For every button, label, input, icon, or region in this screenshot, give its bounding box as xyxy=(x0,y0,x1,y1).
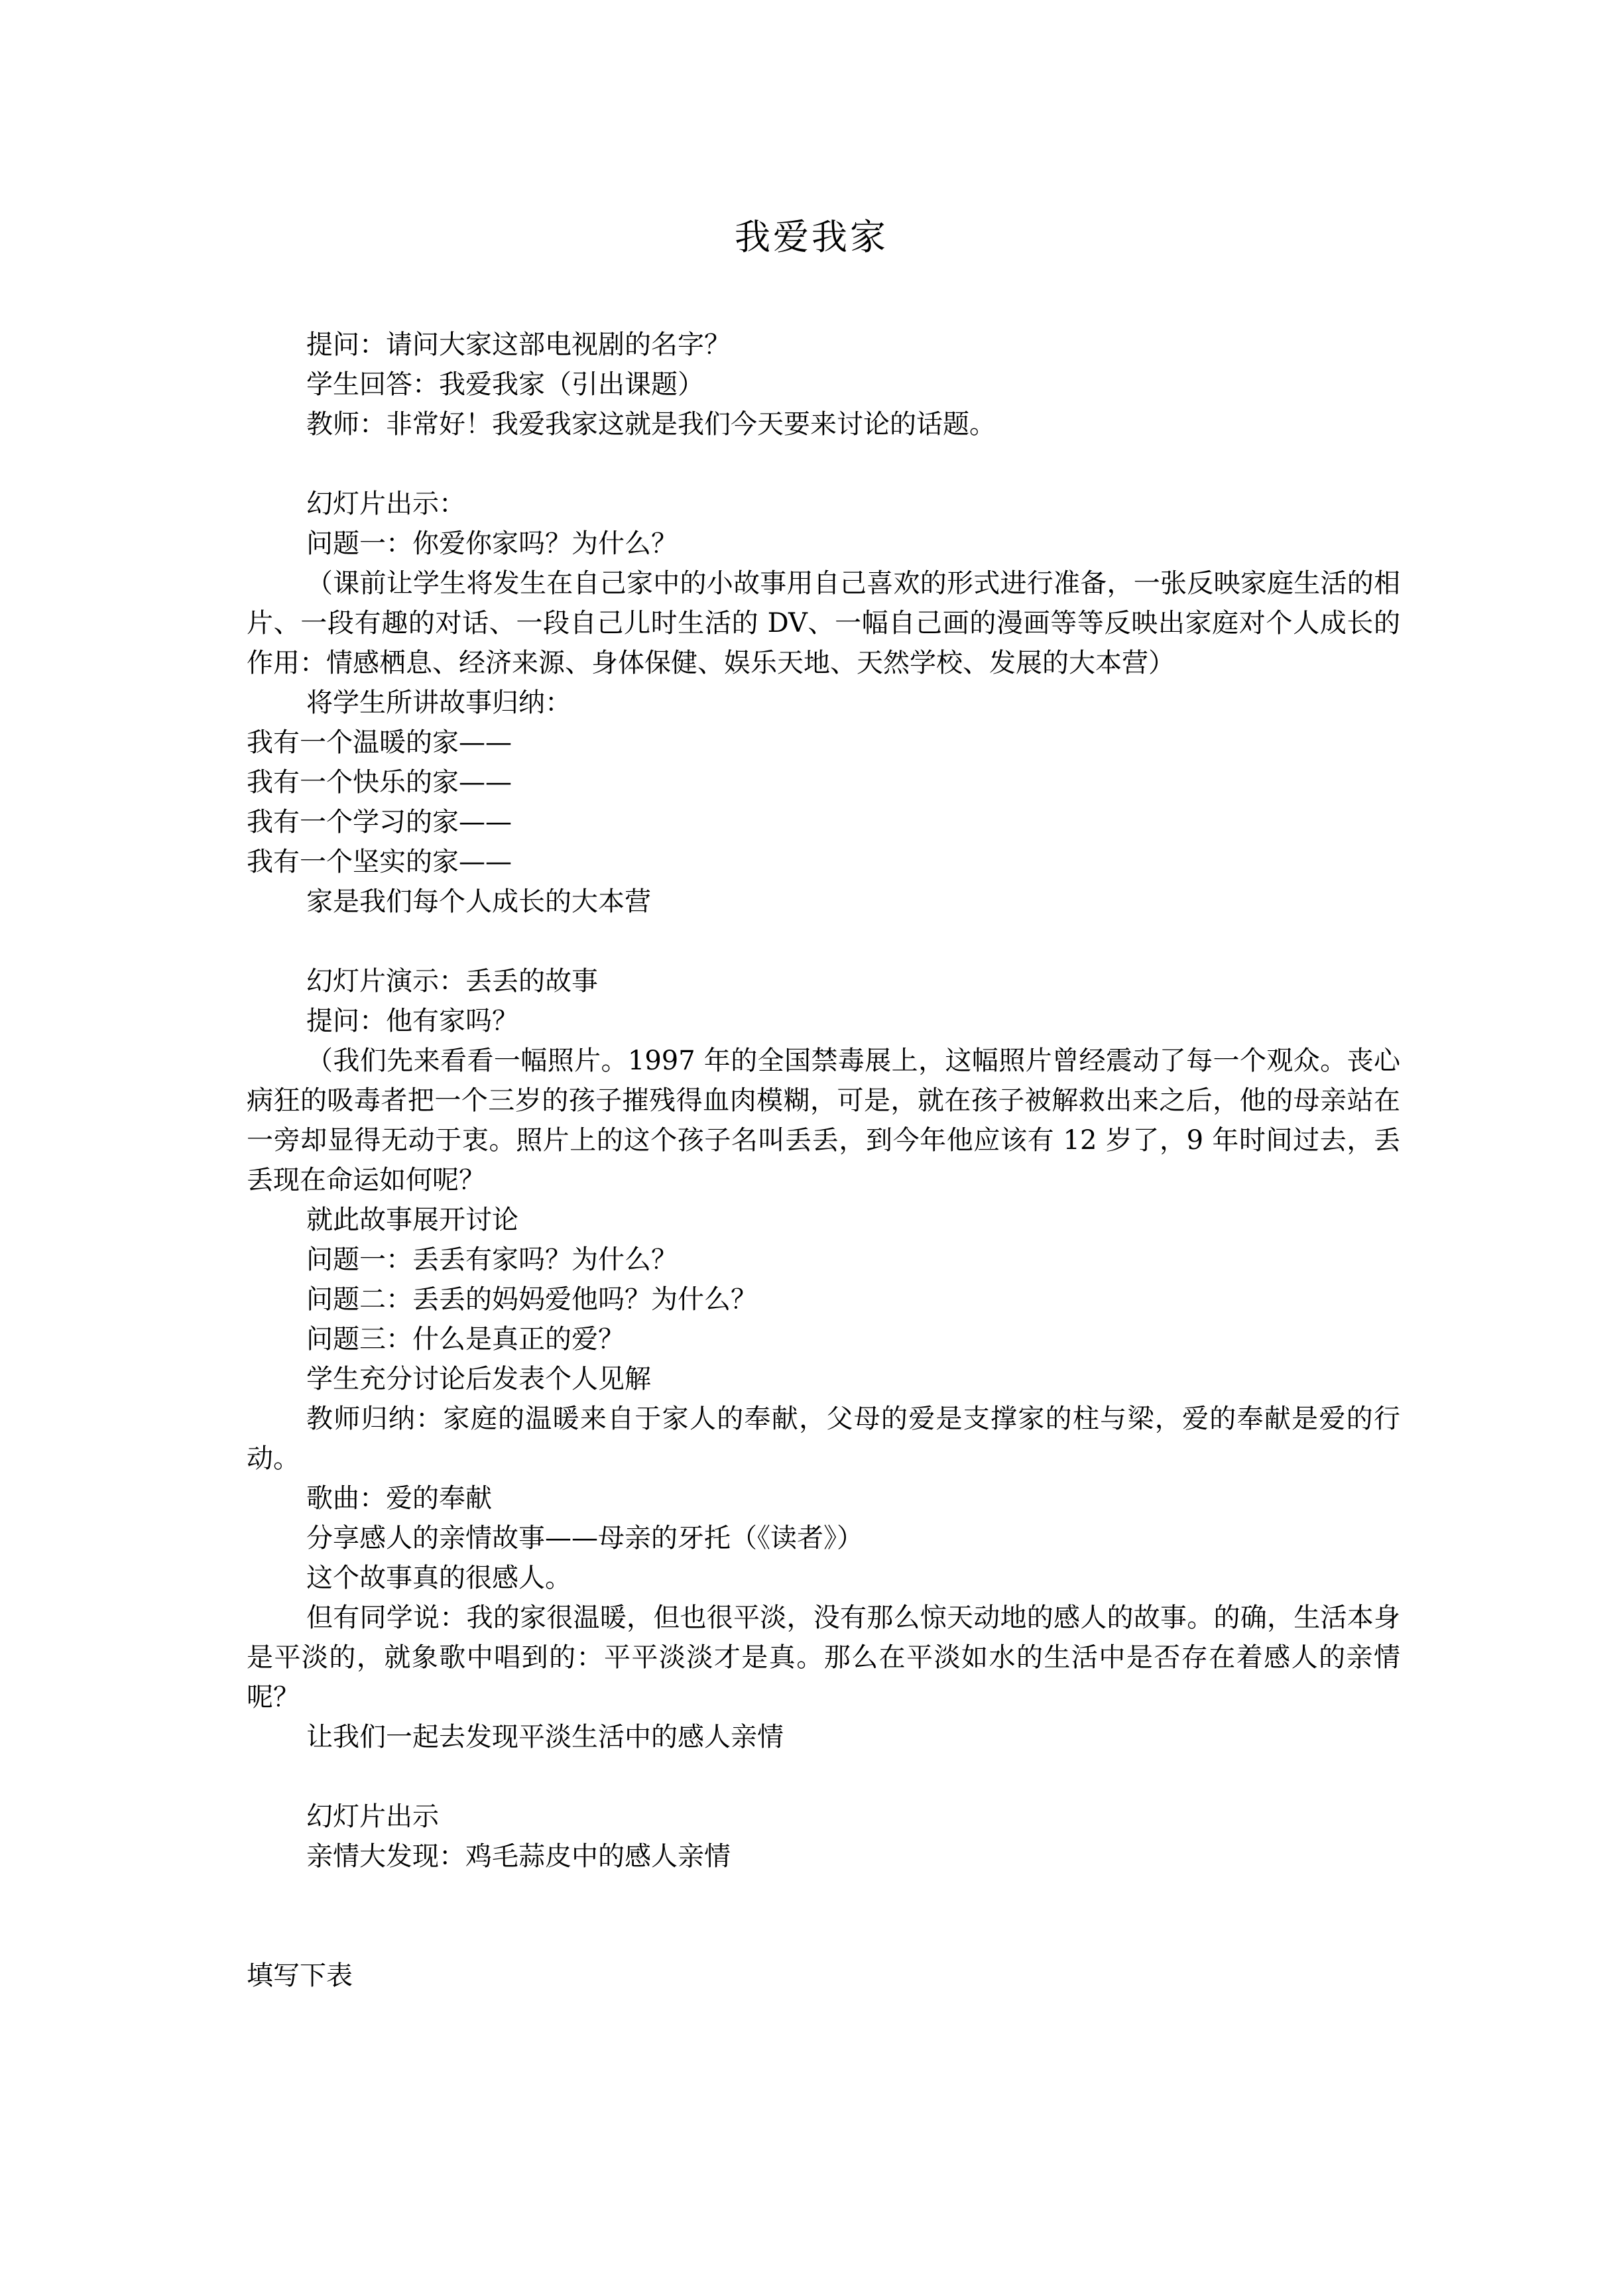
paragraph: 我有一个温暖的家—— xyxy=(247,727,512,758)
paragraph: 幻灯片出示： xyxy=(306,489,465,519)
paragraph: 问题二：丢丢的妈妈爱他吗？为什么？ xyxy=(306,1284,757,1315)
paragraph: 我有一个学习的家—— xyxy=(247,807,512,837)
paragraph: 教师归纳：家庭的温暖来自于家人的奉献，父母的爱是支撑家的柱与梁，爱的奉献是爱的行动。 xyxy=(247,1404,1400,1474)
paragraph: 提问：请问大家这部电视剧的名字？ xyxy=(306,330,731,360)
paragraph: 幻灯片出示 xyxy=(306,1801,439,1832)
paragraph: 分享感人的亲情故事——母亲的牙托（《读者》） xyxy=(306,1523,863,1553)
paragraph: 填写下表 xyxy=(247,1961,353,1991)
paragraph: 提问：他有家吗？ xyxy=(306,1006,518,1036)
paragraph: 教师：非常好！我爱我家这就是我们今天要来讨论的话题。 xyxy=(306,409,996,440)
page-title: 我爱我家 xyxy=(735,216,888,258)
paragraph: 问题一：丢丢有家吗？为什么？ xyxy=(306,1244,678,1275)
paragraph-spacer xyxy=(247,1876,1400,1956)
paragraph: 问题一：你爱你家吗？为什么？ xyxy=(306,528,678,559)
paragraph: 这个故事真的很感人。 xyxy=(306,1563,571,1593)
paragraph: 让我们一起去发现平淡生活中的感人亲情 xyxy=(306,1722,784,1752)
paragraph-spacer xyxy=(247,444,1400,484)
paragraph: 亲情大发现：鸡毛蒜皮中的感人亲情 xyxy=(306,1841,731,1872)
paragraph: 问题三：什么是真正的爱？ xyxy=(306,1324,625,1355)
paragraph: 幻灯片演示：丢丢的故事 xyxy=(306,966,598,997)
paragraph: 就此故事展开讨论 xyxy=(306,1205,518,1235)
paragraph: 歌曲：爱的奉献 xyxy=(306,1483,492,1514)
document-body xyxy=(247,325,1400,1996)
paragraph: 我有一个快乐的家—— xyxy=(247,767,512,798)
paragraph: （我们先来看看一幅照片。1997 年的全国禁毒展上，这幅照片曾经震动了每一个观众。丧心病狂的吸毒者把一个三岁的孩子摧残得血肉模糊，可是，就在孩子被解救出来之后，他的母亲站在一旁却显得无动于衷。照片上的这个孩子名叫丢丢，到今年他应该有 12 岁了，9 年时间过去，丢丢现在命运如何呢？ xyxy=(247,1046,1400,1195)
paragraph-spacer xyxy=(247,922,1400,961)
paragraph: 将学生所讲故事归纳： xyxy=(306,688,571,718)
paragraph: 家是我们每个人成长的大本营 xyxy=(306,886,651,917)
paragraph: 学生充分讨论后发表个人见解 xyxy=(306,1364,651,1394)
paragraph-spacer xyxy=(247,1757,1400,1797)
paragraph: 我有一个坚实的家—— xyxy=(247,847,512,877)
paragraph: 但有同学说：我的家很温暖，但也很平淡，没有那么惊天动地的感人的故事。的确，生活本身是平淡的，就象歌中唱到的：平平淡淡才是真。那么在平淡如水的生活中是否存在着感人的亲情呢？ xyxy=(247,1602,1400,1713)
paragraph: 学生回答：我爱我家（引出课题） xyxy=(306,369,704,400)
paragraph: （课前让学生将发生在自己家中的小故事用自己喜欢的形式进行准备，一张反映家庭生活的相片、一段有趣的对话、一段自己儿时生活的 DV、一幅自己画的漫画等等反映出家庭对个人成长的作用：情感栖息、经济来源、身体保健、娱乐天地、天然学校、发展的大本营） xyxy=(247,568,1400,678)
